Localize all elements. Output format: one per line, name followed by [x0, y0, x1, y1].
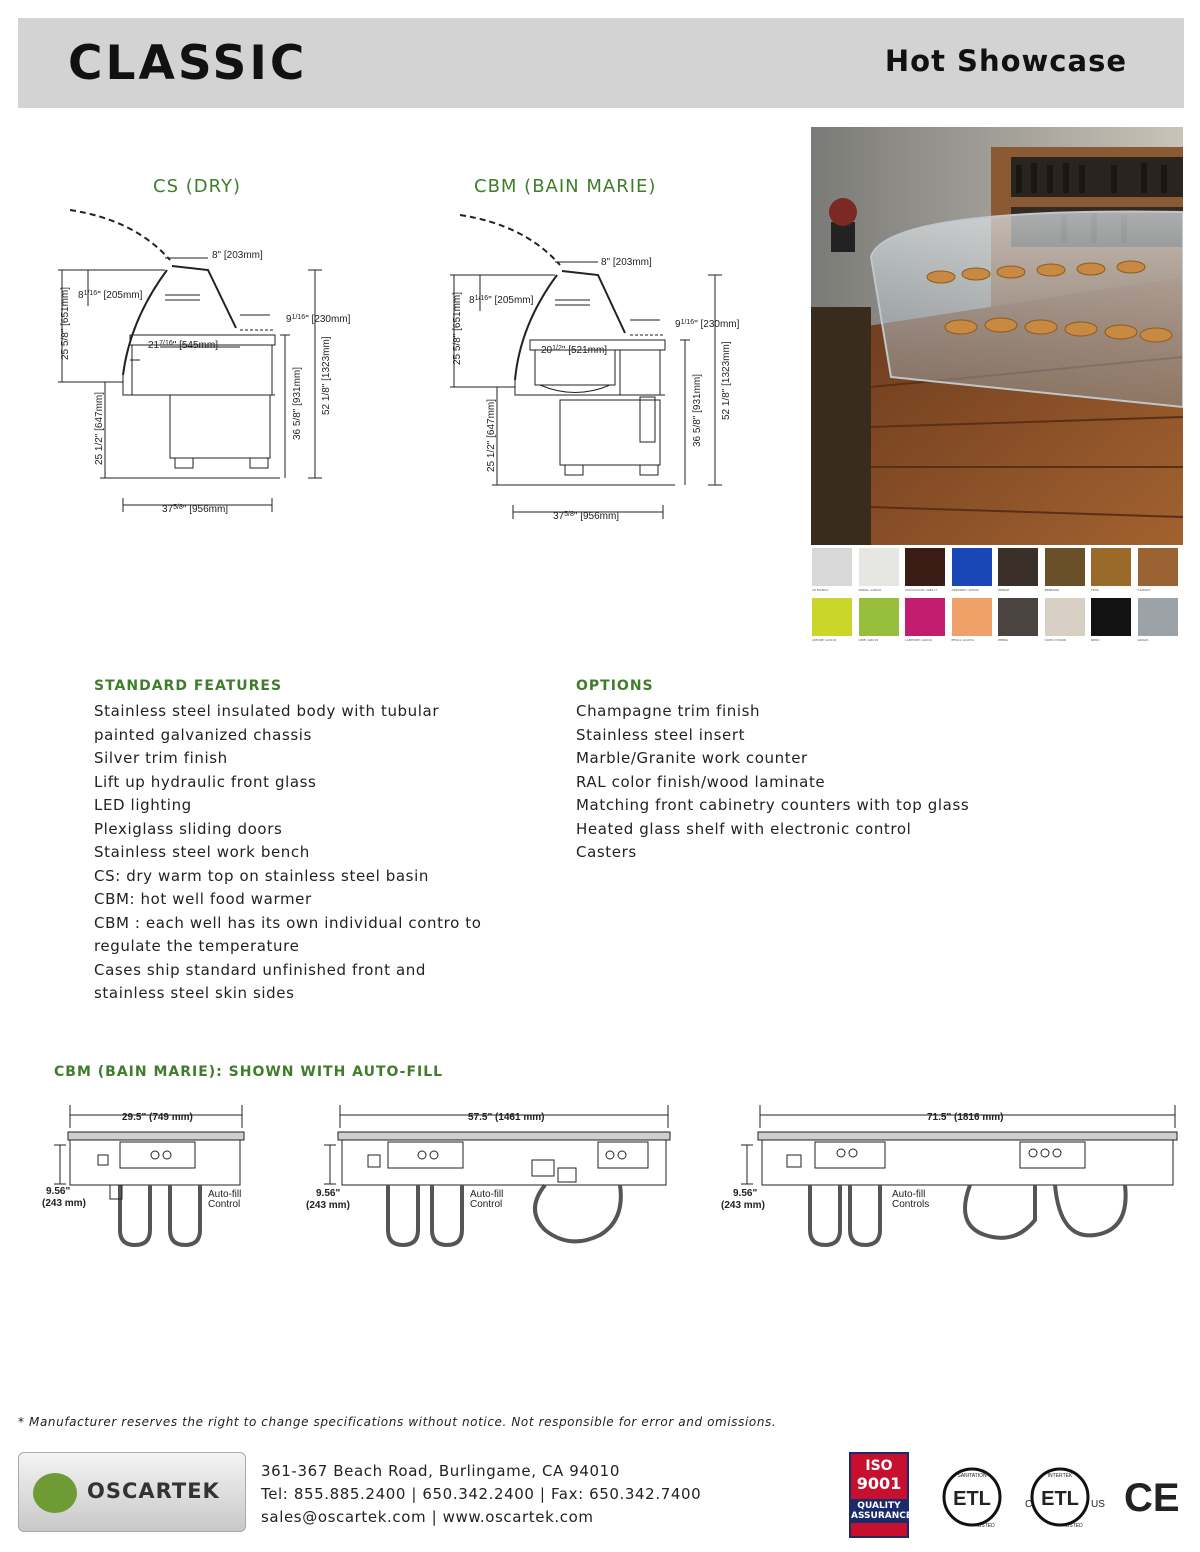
swatch-label: AZZURRO ral5002	[951, 588, 979, 592]
list-item: regulate the temperature	[94, 937, 300, 955]
color-swatch	[1045, 548, 1085, 586]
color-swatch	[952, 598, 992, 636]
ce-mark: CE	[1124, 1476, 1180, 1520]
color-swatch	[1138, 598, 1178, 636]
cbm-total-height: 52 1/8" [1323mm]	[721, 341, 732, 420]
list-item: Stainless steel insulated body with tubular	[94, 702, 440, 720]
cbm-diagram-title: CBM (BAIN MARIE)	[474, 176, 657, 197]
color-swatch	[952, 548, 992, 586]
autofill-unit-2-height-mm: (243 mm)	[306, 1200, 350, 1211]
list-item: Lift up hydraulic front glass	[94, 772, 317, 791]
swatch-label: LIME ral6018	[858, 638, 879, 642]
autofill-unit-small	[40, 1100, 270, 1270]
autofill-unit-1-height-mm: (243 mm)	[42, 1198, 86, 1209]
cbm-top-height: $8^{1/16}$" [205mm]	[469, 295, 534, 306]
cs-depth: $21^{7/16}$" [545mm]	[148, 340, 218, 351]
color-swatch	[1091, 548, 1131, 586]
swatch-label: ZEBRA	[998, 638, 1009, 642]
disclaimer-text: * Manufacturer reserves the right to change specifications without notice. Not responsible for error and omissions.	[18, 1415, 777, 1429]
cbm-depth: $20^{1/2}$" [521mm]	[541, 345, 608, 356]
oscartek-logo	[18, 1452, 246, 1532]
swatch-label: GRIGIO	[1137, 638, 1149, 642]
brand-title: CLASSIC	[68, 36, 308, 91]
finish-swatches	[811, 546, 1183, 648]
footer-phone: Tel: 855.885.2400 | 650.342.2400 | Fax: 650.342.7400	[261, 1485, 702, 1503]
list-item: stainless steel skin sides	[94, 984, 295, 1002]
cbm-shelf-depth: $9^{1/16}$" [230mm]	[675, 319, 740, 330]
etl-listed-mark	[1025, 1469, 1105, 1529]
iso-9001-badge	[849, 1452, 913, 1538]
cs-counter-height: 36 5/8" [931mm]	[292, 366, 303, 440]
color-swatch	[905, 598, 945, 636]
list-item: Marble/Granite work counter	[576, 749, 808, 767]
svg-text:US: US	[1091, 1499, 1105, 1510]
options-list	[576, 700, 969, 865]
iso-label: ISO	[865, 1458, 893, 1474]
cbm-base-height: 25 1/2" [647mm]	[486, 398, 497, 472]
cs-base-height: 25 1/2" [647mm]	[94, 391, 105, 465]
color-swatch	[812, 598, 852, 636]
footer-address: 361-367 Beach Road, Burlingame, CA 94010	[261, 1462, 620, 1480]
cs-glass-swing-arc	[70, 210, 170, 260]
footer-web: sales@oscartek.com | www.oscartek.com	[261, 1508, 594, 1526]
cs-glass-height: 25 5/8" [651mm]	[60, 286, 71, 360]
list-item: Plexiglass sliding doors	[94, 819, 283, 838]
autofill-unit-3-control: Auto-fill	[892, 1189, 926, 1200]
list-item: RAL color finish/wood laminate	[576, 772, 826, 791]
options-title: OPTIONS	[576, 678, 654, 694]
autofill-unit-2-width: 57.5" (1461 mm)	[468, 1112, 545, 1123]
list-item: Matching front cabinetry counters with top glass	[576, 796, 970, 814]
iso-quality: QUALITY ASSURANCE	[851, 1501, 913, 1521]
swatch-label: CILIEGIO	[1137, 588, 1151, 592]
list-item: CBM: hot well food warmer	[94, 890, 312, 908]
cs-total-height: 52 1/8" [1323mm]	[321, 336, 332, 415]
product-photo	[811, 127, 1183, 545]
list-item: Champagne trim finish	[576, 702, 761, 720]
svg-text:C: C	[1025, 1499, 1033, 1510]
swatch-label: OLMO CHIARO	[1044, 638, 1067, 642]
cbm-glass-height: 25 5/8" [651mm]	[452, 291, 463, 365]
list-item: Cases ship standard unfinished front and	[94, 960, 427, 979]
list-item: Stainless steel insert	[576, 725, 746, 744]
autofill-unit-2-control: Auto-fill	[470, 1189, 504, 1200]
autofill-unit-3-control-2: Controls	[892, 1199, 930, 1210]
logo-text: OSCARTEK	[87, 1479, 220, 1503]
color-swatch	[1045, 598, 1085, 636]
autofill-unit-1-control-2: Control	[208, 1199, 241, 1210]
svg-text:INTERTEK: INTERTEK	[1047, 1473, 1073, 1479]
list-item: CBM : each well has its own individual contro to	[94, 913, 482, 932]
autofill-unit-3-height: 9.56"	[733, 1188, 758, 1199]
color-swatch	[859, 548, 899, 586]
autofill-unit-2-height: 9.56"	[316, 1188, 341, 1199]
swatch-label: WENGE	[998, 588, 1010, 592]
iso-number: 9001	[856, 1474, 902, 1493]
swatch-label: NERO	[1091, 638, 1100, 642]
cs-width: $37^{5/8}$" [956mm]	[162, 504, 229, 515]
swatch-label: CIOCCOLATO ral8017	[905, 588, 938, 592]
cs-top-height: $8^{1/16}$" [205mm]	[78, 290, 143, 301]
swatch-label: PESCA ral1034	[951, 638, 974, 642]
autofill-section-title: CBM (BAIN MARIE): SHOWN WITH AUTO-FILL	[54, 1064, 444, 1080]
autofill-unit-large	[715, 1100, 1185, 1270]
standard-features-list	[94, 700, 482, 1006]
svg-text:SANITATION: SANITATION	[957, 1473, 987, 1479]
list-item: Silver trim finish	[94, 749, 228, 767]
cbm-glass-swing-arc	[460, 215, 560, 265]
autofill-unit-1-height: 9.56"	[46, 1186, 71, 1197]
header-bar	[18, 18, 1184, 108]
svg-text:LISTED: LISTED	[977, 1523, 995, 1529]
list-item: Stainless steel work bench	[94, 843, 310, 861]
standard-features-title: STANDARD FEATURES	[94, 678, 283, 694]
list-item: painted galvanized chassis	[94, 725, 312, 744]
swatch-label: LAMPONE ral4010	[905, 638, 933, 642]
svg-text:LISTED: LISTED	[1065, 1523, 1083, 1529]
color-swatch	[905, 548, 945, 586]
list-item: LED lighting	[94, 796, 192, 814]
swatch-label: PANNA ral9010	[858, 588, 882, 592]
autofill-unit-1-width: 29.5" (749 mm)	[122, 1112, 193, 1123]
color-swatch	[998, 548, 1038, 586]
list-item: Heated glass shelf with electronic control	[576, 819, 912, 838]
etl-sanitation-mark	[944, 1469, 1000, 1529]
cs-front-glass	[123, 270, 167, 375]
swatch-label: TEAK	[1091, 588, 1099, 592]
autofill-unit-3-width: 71.5" (1816 mm)	[927, 1112, 1004, 1123]
list-item: CS: dry warm top on stainless steel basin	[94, 866, 429, 885]
autofill-unit-2-control-2: Control	[470, 1199, 503, 1210]
product-title: Hot Showcase	[884, 44, 1127, 78]
color-swatch	[812, 548, 852, 586]
swatch-label: 18 BIANCO	[812, 588, 829, 592]
leaf-icon	[33, 1473, 77, 1513]
cbm-counter-height: 36 5/8" [931mm]	[692, 373, 703, 447]
color-swatch	[998, 598, 1038, 636]
color-swatch	[1091, 598, 1131, 636]
svg-text:ETL: ETL	[1041, 1488, 1079, 1510]
certification-marks	[940, 1465, 1200, 1535]
svg-text:ETL: ETL	[953, 1488, 991, 1510]
autofill-unit-3-height-mm: (243 mm)	[721, 1200, 765, 1211]
cs-shelf-depth: $9^{1/16}$" [230mm]	[286, 314, 351, 325]
color-swatch	[1138, 548, 1178, 586]
cs-side-diagram	[40, 200, 380, 530]
autofill-unit-1-control: Auto-fill	[208, 1189, 242, 1200]
swatch-label: ZEBRANO	[1044, 588, 1060, 592]
cs-diagram-title: CS (DRY)	[153, 176, 241, 197]
swatch-label: LIMONE ral1016	[812, 638, 837, 642]
cs-top-width: 8" [203mm]	[212, 250, 263, 261]
cbm-width: $37^{5/8}$" [956mm]	[553, 511, 620, 522]
color-swatch	[859, 598, 899, 636]
cbm-side-diagram	[435, 205, 775, 525]
autofill-unit-medium	[300, 1100, 690, 1270]
list-item: Casters	[576, 843, 637, 861]
cbm-top-width: 8" [203mm]	[601, 257, 652, 268]
